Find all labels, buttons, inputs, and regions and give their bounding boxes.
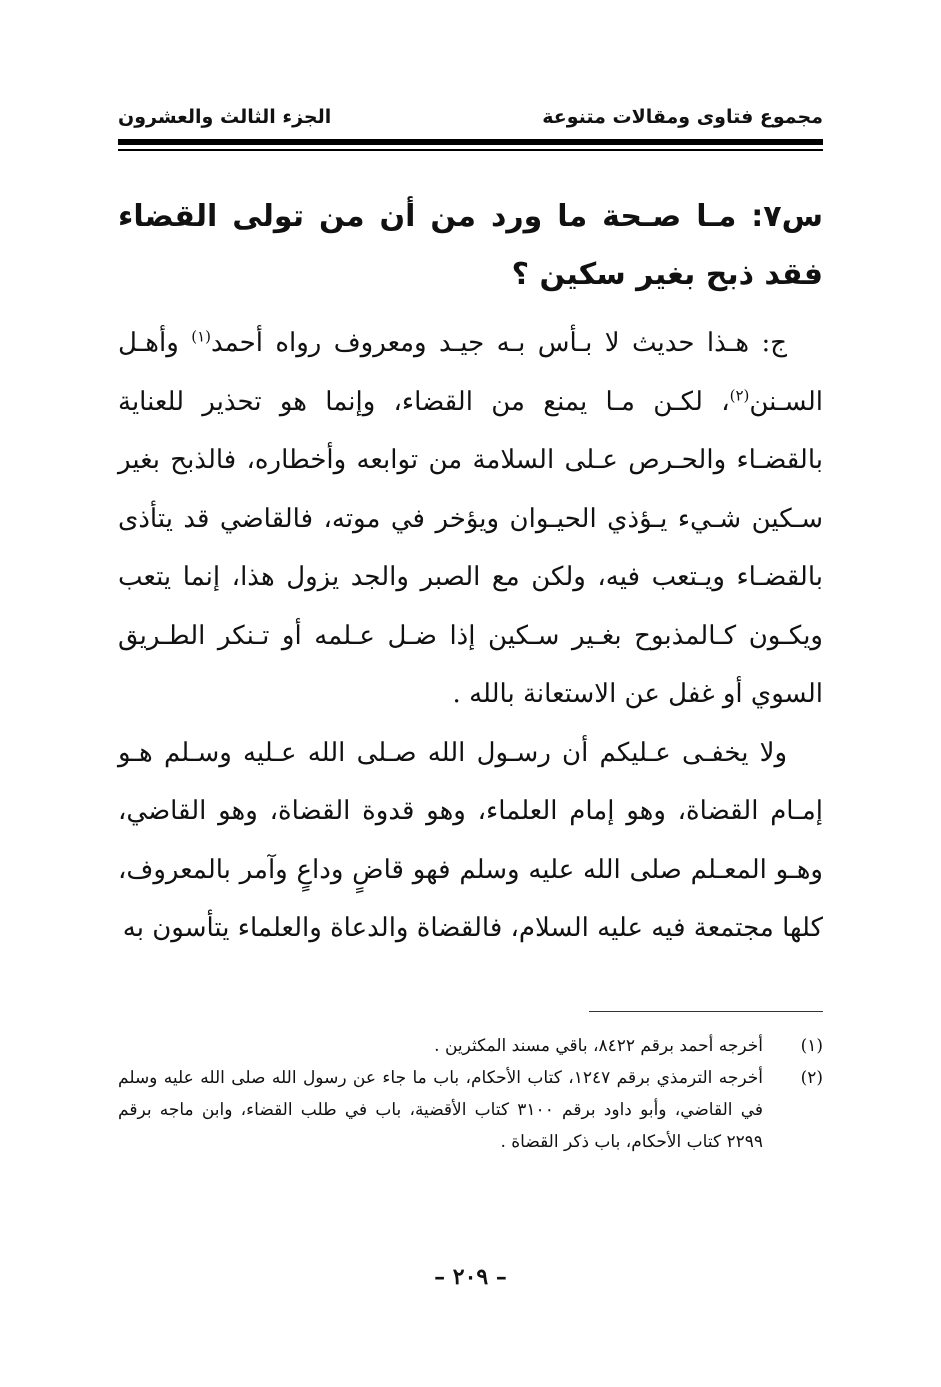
volume-label: الجزء الثالث والعشرون [118, 106, 332, 128]
main-text [118, 188, 823, 958]
answer-text-part-2: وأهـل السـنن [118, 328, 823, 417]
answer-text-part-1: ج: هـذا حديث لا بـأس بـه جيـد ومعروف رواه أحمد [210, 328, 787, 358]
book-title: مجموع فتاوى ومقالات متنوعة [542, 106, 823, 128]
footnote-2 [118, 1062, 823, 1158]
footnote-ref-2: (٢) [729, 385, 750, 404]
footnote-text: أخرجه أحمد برقم ٨٤٢٢، باقي مسند المكثرين . [434, 1036, 763, 1056]
footnote-text: أخرجه الترمذي برقم ١٢٤٧، كتاب الأحكام، باب ما جاء عن رسول الله صلى الله عليه وسلم في القاضي، وأبو داود برقم ٣١٠٠ كتاب الأقضية، باب في طلب القضاء، وابن ماجه برقم ٢٢٩٩ كتاب الأحكام، باب ذكر القضاة . [118, 1068, 763, 1152]
footnotes [118, 1030, 823, 1158]
footnote-separator [589, 1011, 823, 1012]
running-header [118, 102, 823, 136]
footnote-1 [118, 1030, 823, 1062]
footnote-ref-1: (١) [191, 327, 211, 346]
answer-text-part-3: ، لكـن مـا يمنع من القضاء، وإنما هو تحذير للعناية بالقضـاء والحـرص عـلى السلامة من توابعه وأخطاره، فالذبح بغير سـكين شـيء يـؤذي الحيـوان ويؤخر في موته، فالقاضي قد يتأذى بالقضـاء ويـتعب فيه، ولكن مع الصبر والجد يزول هذا، إنما يتعب ويكـون كـالمذبوح بغـير سـكين إذا ضـل عـلمه أو تـنكر الطـريق السوي أو غفل عن الاستعانة بالله . [118, 386, 823, 709]
header-rule-thin [118, 149, 823, 151]
question-heading: س٧: مـا صـحة ما ورد من أن من تولى القضاء فقد ذبح بغير سكين ؟ [118, 199, 823, 292]
header-rule-thick [118, 139, 823, 145]
footnote-number: (٢) [800, 1068, 823, 1088]
page-number: – ٢٠٩ – [434, 1264, 507, 1290]
answer-paragraph-2: ولا يخفـى عـليكم أن رسـول الله صـلى الله عـليه وسـلم هـو إمـام القضاة، وهو إمام العلماء، وهو قدوة القضاة، وهو القاضي، وهـو المعـلم صلى الله عليه وسلم فهو قاضٍ وداعٍ وآمر بالمعروف، كلها مجتمعة فيه عليه السلام، فالقضاة والدعاة والعلماء يتأسون به [118, 737, 823, 943]
answer-paragraph-1 [118, 314, 823, 724]
footnote-number: (١) [800, 1036, 823, 1056]
